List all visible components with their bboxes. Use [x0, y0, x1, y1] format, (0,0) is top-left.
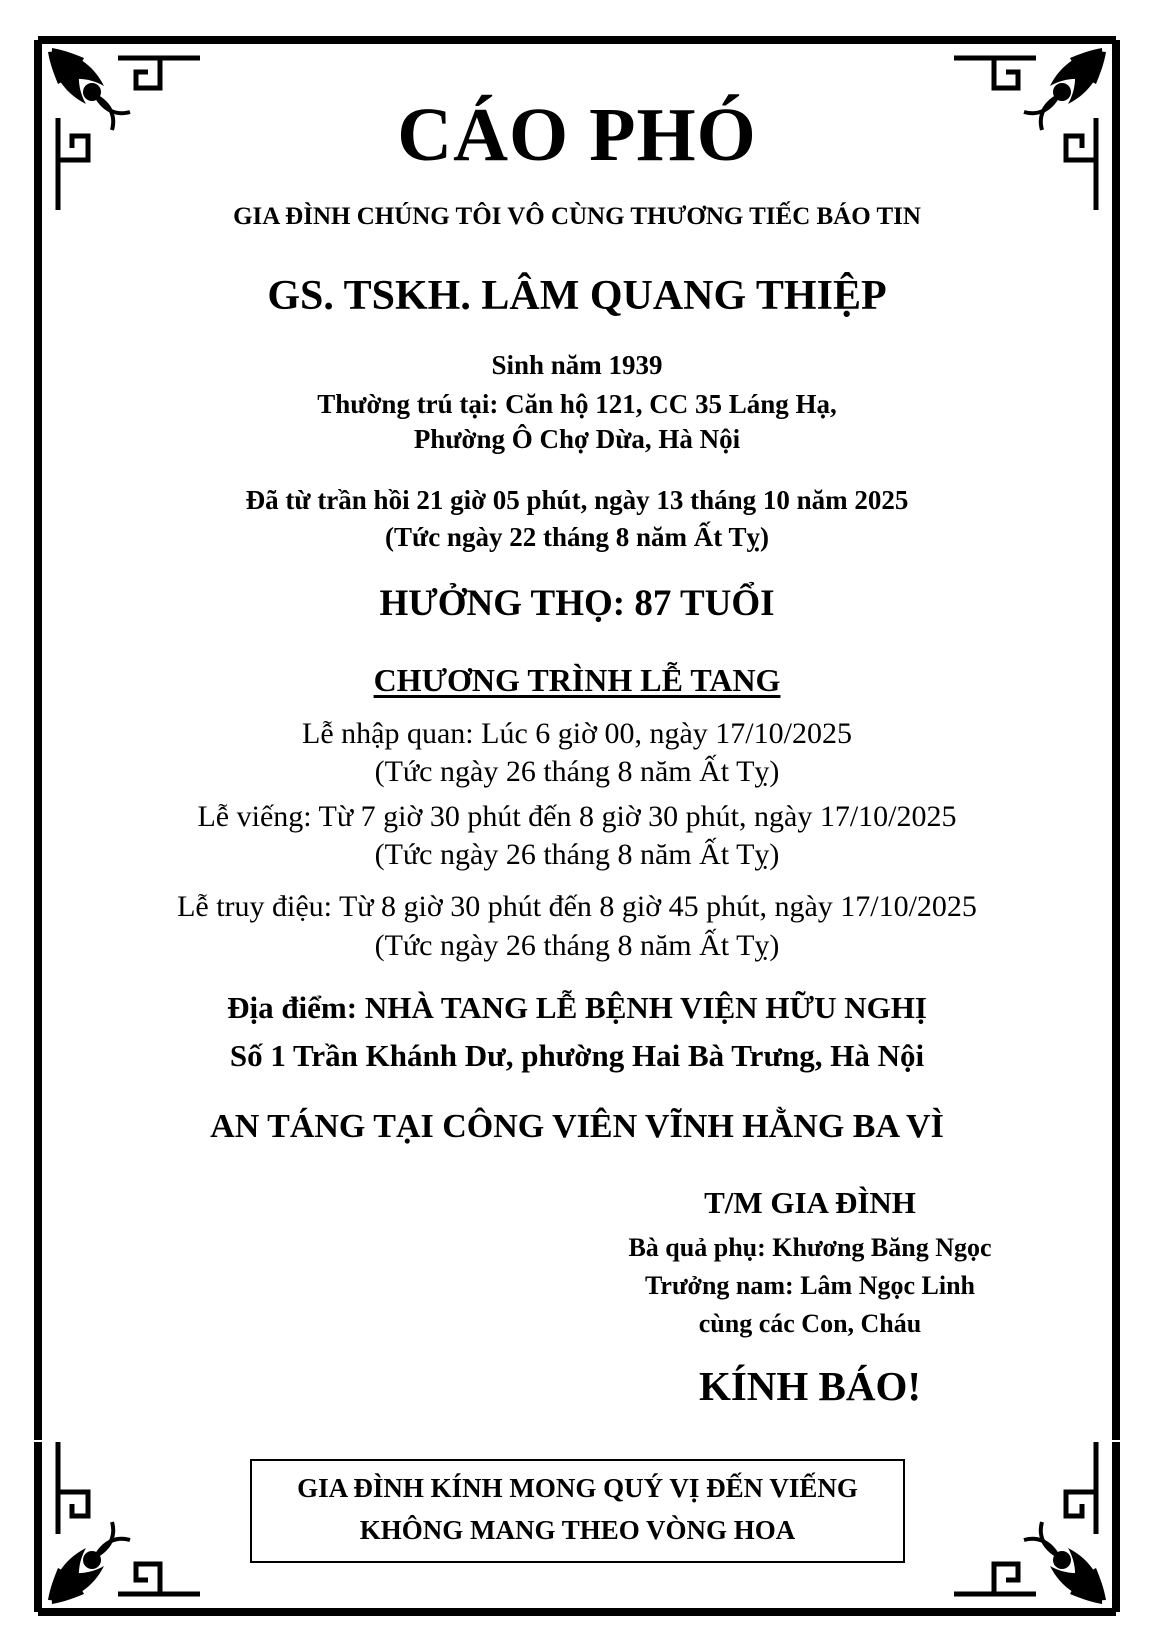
- signature-closing: KÍNH BÁO!: [698, 1363, 922, 1409]
- intro-text: GIA ĐÌNH CHÚNG TÔI VÔ CÙNG THƯƠNG TIẾC BÁO TIN: [233, 203, 921, 230]
- notice-line-2: KHÔNG MANG THEO VÒNG HOA: [359, 1515, 796, 1545]
- notice-box: [250, 1459, 905, 1563]
- death-date: Đã từ trần hồi 21 giờ 05 phút, ngày 13 tháng 10 năm 2025: [245, 485, 909, 515]
- document-title: CÁO PHÓ: [397, 93, 757, 177]
- birth-year: Sinh năm 1939: [491, 350, 663, 380]
- burial-place: AN TÁNG TẠI CÔNG VIÊN VĨNH HẰNG BA VÌ: [210, 1108, 944, 1145]
- signature-eldest-son: Trưởng nam: Lâm Ngọc Linh: [645, 1271, 975, 1300]
- age-at-death: HƯỞNG THỌ: 87 TUỔI: [379, 583, 775, 624]
- deceased-name: GS. TSKH. LÂM QUANG THIỆP: [267, 273, 887, 319]
- signature-heading: T/M GIA ĐÌNH: [704, 1185, 916, 1220]
- event-encoffining: Lễ nhập quan: Lúc 6 giờ 00, ngày 17/10/2025: [302, 717, 852, 750]
- program-heading: CHƯƠNG TRÌNH LỄ TANG: [373, 662, 781, 698]
- event-visitation-lunar: (Tức ngày 26 tháng 8 năm Ất Tỵ): [374, 838, 780, 871]
- notice-line-1: GIA ĐÌNH KÍNH MONG QUÝ VỊ ĐẾN VIẾNG: [297, 1473, 858, 1503]
- address-line-1: Thường trú tại: Căn hộ 121, CC 35 Láng Hạ,: [317, 389, 837, 419]
- signature-others: cùng các Con, Cháu: [698, 1309, 922, 1338]
- signature-widow: Bà quả phụ: Khương Băng Ngọc: [628, 1233, 992, 1262]
- location-name: Địa điểm: NHÀ TANG LỄ BỆNH VIỆN HỮU NGHỊ: [227, 990, 927, 1025]
- event-visitation: Lễ viếng: Từ 7 giờ 30 phút đến 8 giờ 30 phút, ngày 17/10/2025: [197, 800, 957, 833]
- death-date-lunar: (Tức ngày 22 tháng 8 năm Ất Tỵ): [385, 522, 769, 552]
- location-address: Số 1 Trần Khánh Dư, phường Hai Bà Trưng, Hà Nội: [229, 1038, 925, 1073]
- address-line-2: Phường Ô Chợ Dừa, Hà Nội: [413, 424, 741, 454]
- event-memorial: Lễ truy điệu: Từ 8 giờ 30 phút đến 8 giờ 45 phút, ngày 17/10/2025: [177, 890, 977, 923]
- event-memorial-lunar: (Tức ngày 26 tháng 8 năm Ất Tỵ): [374, 929, 780, 962]
- event-encoffining-lunar: (Tức ngày 26 tháng 8 năm Ất Tỵ): [374, 755, 780, 788]
